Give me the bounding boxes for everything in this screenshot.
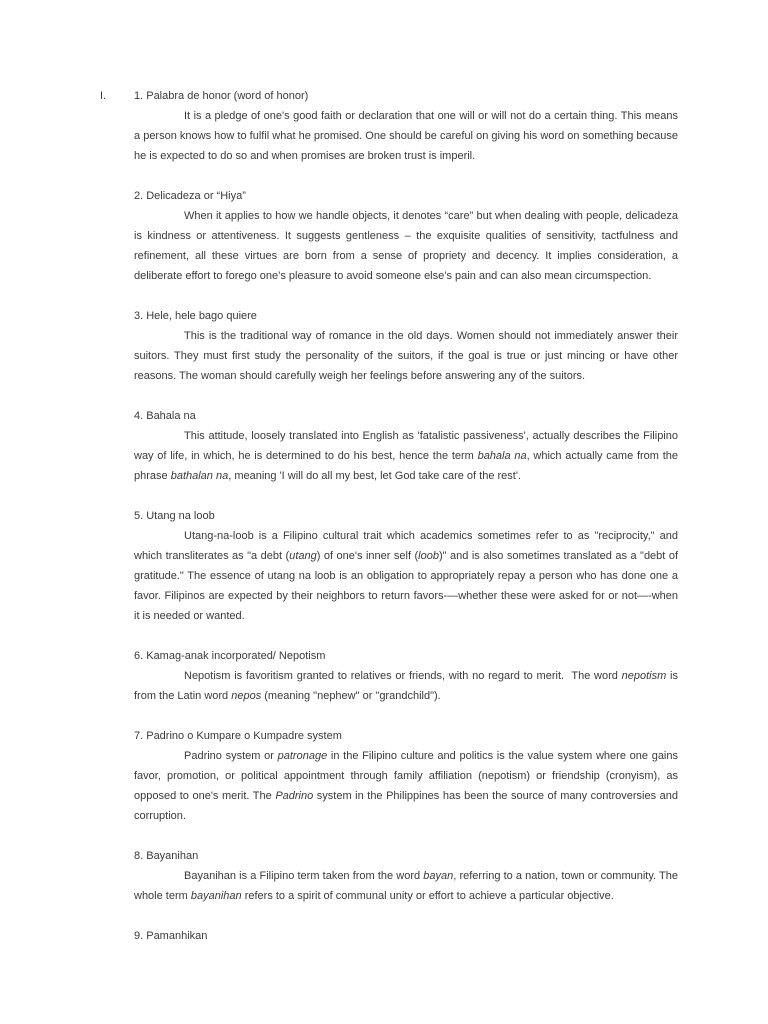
section-bayanihan bbox=[134, 846, 682, 906]
section-paragraph: It is a pledge of one's good faith or declaration that one will or will not do a certain thing. This means a person knows how to fulfil what he promised. One should be careful on giving his word on something because he is expected to do so and when promises are broken trust is imperil. bbox=[134, 110, 682, 162]
section-heading: 3. Hele, hele bago quiere bbox=[134, 310, 257, 322]
section-paragraph: Utang-na-loob is a Filipino cultural trait which academics sometimes refer to as "reciprocity," and which transliterates as "a debt (utang) of one's inner self (loob)" and is also sometimes translated as a "debt of gratitude." The essence of utang na loob is an obligation to appropriately repay a person who has done one a favor. Filipinos are expected by their neighbors to return favors-—whether these were asked for or not—-when it is needed or wanted. bbox=[134, 530, 682, 622]
section-gap bbox=[134, 166, 678, 186]
section-gap bbox=[134, 706, 678, 726]
section-heading: 1. Palabra de honor (word of honor) bbox=[134, 90, 309, 102]
section-heading: 4. Bahala na bbox=[134, 410, 196, 422]
outline-marker-roman-numeral: I. bbox=[100, 90, 107, 102]
section-hele-hele-bago-quiere bbox=[134, 306, 682, 386]
section-paragraph: Nepotism is favoritism granted to relatives or friends, with no regard to merit. The word nepotism is from the Latin word nepos (meaning "nephew" or "grandchild"). bbox=[134, 670, 682, 702]
section-bahala-na bbox=[134, 406, 682, 486]
section-heading: 6. Kamag-anak incorporated/ Nepotism bbox=[134, 650, 326, 662]
section-heading: 8. Bayanihan bbox=[134, 850, 199, 862]
section-gap bbox=[134, 386, 678, 406]
section-paragraph: This is the traditional way of romance in the old days. Women should not immediately answer their suitors. They must first study the personality of the suitors, if the goal is true or just mincing or have other reasons. The woman should carefully weigh her feelings before answering any of the suitors. bbox=[134, 330, 682, 382]
section-paragraph: This attitude, loosely translated into English as 'fatalistic passiveness', actually describes the Filipino way of life, in which, he is determined to do his best, hence the term bahala na, which actually came from the phrase bathalan na, meaning 'I will do all my best, let God take care of the rest'. bbox=[134, 430, 682, 482]
section-heading: 9. Pamanhikan bbox=[134, 930, 208, 942]
section-heading: 5. Utang na loob bbox=[134, 510, 215, 522]
section-gap bbox=[134, 906, 678, 926]
document-body bbox=[134, 86, 682, 946]
section-pamanhikan bbox=[134, 926, 678, 946]
section-paragraph: Padrino system or patronage in the Filipino culture and politics is the value system where one gains favor, promotion, or political appointment through family affiliation (nepotism) or friendship (cronyism), as opposed to one's merit. The Padrino system in the Philippines has been the source of many controversies and corruption. bbox=[134, 750, 682, 822]
section-gap bbox=[134, 486, 678, 506]
section-paragraph: Bayanihan is a Filipino term taken from the word bayan, referring to a nation, town or community. The whole term bayanihan refers to a spirit of communal unity or effort to achieve a particular objective. bbox=[134, 870, 682, 902]
section-gap bbox=[134, 626, 678, 646]
section-heading: 7. Padrino o Kumpare o Kumpadre system bbox=[134, 730, 342, 742]
section-paragraph: When it applies to how we handle objects, it denotes “care” but when dealing with people, delicadeza is kindness or attentiveness. It suggests gentleness – the exquisite qualities of sensitivity, tactfulness and refinement, all these virtues are born from a sense of propriety and decency. It implies consideration, a deliberate effort to forego one’s pleasure to avoid someone else’s pain and can also mean circumspection. bbox=[134, 210, 682, 282]
section-delicadeza bbox=[134, 186, 682, 286]
section-gap bbox=[134, 826, 678, 846]
section-kamag-anak-incorporated bbox=[134, 646, 682, 706]
section-heading: 2. Delicadeza or “Hiya” bbox=[134, 190, 246, 202]
section-gap bbox=[134, 286, 678, 306]
section-padrino-system bbox=[134, 726, 682, 826]
section-palabra-de-honor bbox=[134, 86, 682, 166]
section-utang-na-loob bbox=[134, 506, 682, 626]
